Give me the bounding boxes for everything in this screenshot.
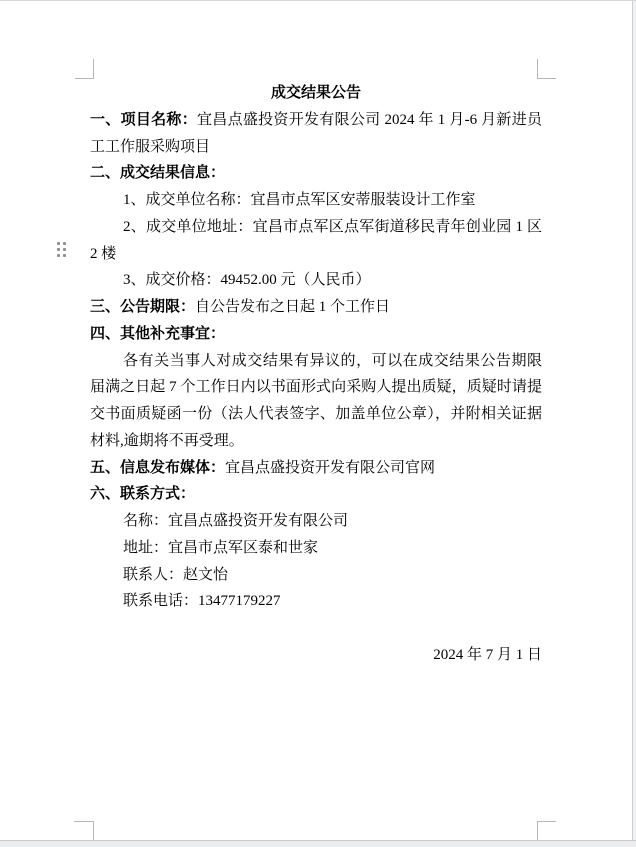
document-sections: [90, 107, 542, 615]
list-item: 3、成交价格：49452.00 元（人民币）: [123, 272, 371, 289]
section-heading-line: [90, 107, 542, 161]
section-heading-line: [90, 160, 542, 187]
section-heading-line: [90, 321, 542, 348]
document-title: 成交结果公告: [270, 85, 361, 101]
section-inline-text: 宜昌点盛投资开发有限公司 2024 年 1 月-6 月新进员工工作服采购项目: [90, 111, 542, 155]
section-heading-line: [90, 481, 542, 508]
section-heading: 一、项目名称：: [90, 111, 197, 128]
list-item: 联系人：赵文怡: [123, 566, 229, 583]
section-paragraph: 各有关当事人对成交结果有异议的，可以在成交结果公告期限届满之日起 7 个工作日内以书面形式向采购人提出质疑，质疑时请提交书面质疑函一份（法人代表签字、加盖单位公章），并附相关证据材料,逾期将不再受理。: [90, 352, 542, 449]
page-right-border: [632, 1, 636, 847]
page-bottom-border: [0, 840, 636, 847]
list-item: 地址：宜昌市点军区泰和世家: [123, 539, 319, 556]
crop-mark-bottom-right-icon: [537, 821, 556, 842]
crop-mark-top-left-icon: [75, 59, 94, 79]
section-inline-text: 宜昌点盛投资开发有限公司官网: [225, 459, 436, 476]
section-inline-text: 自公告发布之日起 1 个工作日: [195, 299, 391, 315]
list-item: 名称：宜昌点盛投资开发有限公司: [123, 513, 349, 529]
section-heading: 三、公告期限：: [90, 299, 196, 315]
crop-mark-bottom-left-icon: [74, 821, 94, 842]
list-item: 2、成交单位地址：宜昌市点军区点军街道移民青年创业园 1 区 2 楼: [90, 218, 542, 262]
section-heading: 五、信息发布媒体：: [90, 459, 226, 476]
section-heading: 六、联系方式：: [90, 486, 196, 503]
list-item: 1、成交单位名称：宜昌市点军区安蒂服装设计工作室: [123, 192, 476, 208]
list-item: 联系电话：13477179227: [123, 593, 281, 610]
section-heading-line: [90, 455, 542, 482]
blank-line: [90, 615, 542, 642]
document-date: 2024 年 7 月 1 日: [433, 646, 542, 663]
section-heading: 二、成交结果信息：: [90, 165, 226, 182]
section-heading: 四、其他补充事宜：: [90, 325, 226, 342]
document-body: [90, 80, 542, 669]
crop-mark-top-right-icon: [537, 59, 556, 79]
drag-handle-icon[interactable]: [57, 242, 66, 257]
section-heading-line: [90, 294, 542, 321]
